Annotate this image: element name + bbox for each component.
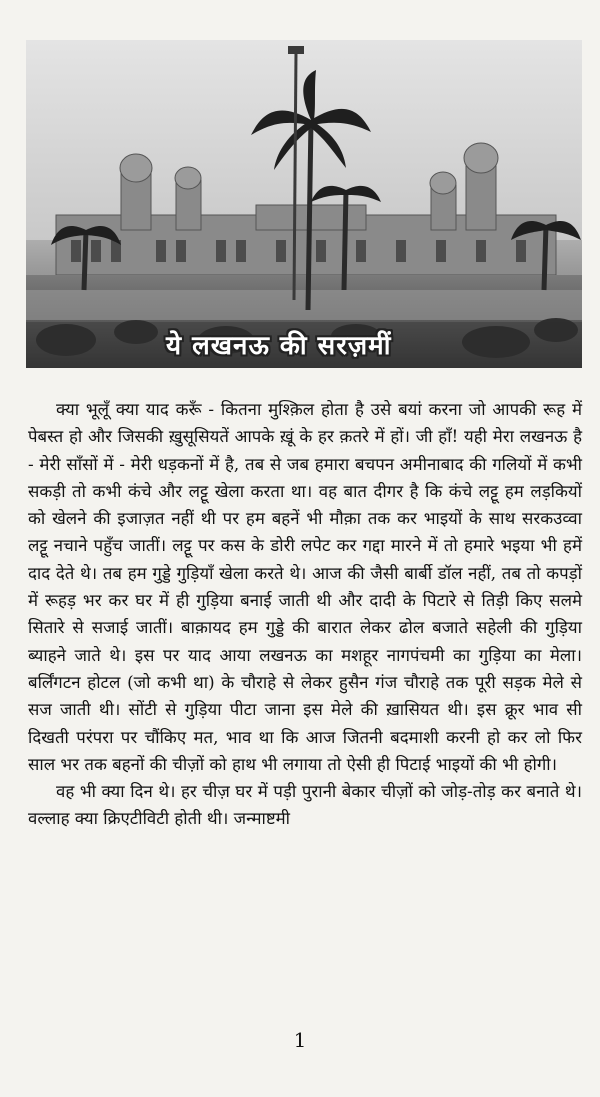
- page-number: 1: [293, 1028, 307, 1052]
- palace-illustration: [26, 40, 582, 368]
- photo-caption-band: [26, 322, 582, 368]
- lucknow-palace-photo: [26, 40, 582, 368]
- body-text: [28, 396, 582, 833]
- photo-caption: ये लखनऊ की सरज़मीं: [166, 331, 392, 361]
- paragraph: क्या भूलूँ क्या याद करूँ - कितना मुश्क़िल होता है उसे बयां करना जो आपकी रूह में पेबस्त हो और जिसकी ख़ुसूसियतें आपके ख़ूं के हर क़तरे में हों। जी हाँ! यही मेरा लखनऊ है - मेरी साँसों में - मेरी धड़कनों में है, तब से जब हमारा बचपन अमीनाबाद की गलियों में कभी सकड़ी तो कभी कंचे और लट्टू खेला करता था। वह बात दीगर है कि कंचे लट्टू हम लड़कियों को खेलने की इजाज़त नहीं थी पर हम बहनें भी मौक़ा तक कर भाइयों के साथ सरकउव्वा लट्टू नचाने पहुँच जातीं। लट्टू पर कस के डोरी लपेट कर गद्दा मारने में तो हमारे भइया भी हमें दाद देते थे। तब हम गुड्डे गुड़ियाँ खेला करते थे। आज की जैसी बार्बी डॉल नहीं, तब तो कपड़ों में रूहड़ भर कर घर में ही गुड़िया बनाई जाती थी और दादी के पिटारे से तिड़ी किए सलमे सितारे से सजाई जातीं। बाक़ायद हम गुड्डे की बारात लेकर ढोल बजाते सहेली की गुड़िया ब्याहने जाते थे। इस पर याद आया लखनऊ का मशहूर नागपंचमी का गुड़िया का मेला। बर्लिंगटन होटल (जो कभी था) के चौराहे से लेकर हुसैन गंज चौराहे तक पूरी सड़क मेले से सज जाती थी। सोंटी से गुड़िया पीटा जाना इस मेले की ख़ासियत थी। इस क्रूर भाव सी दिखती परंपरा पर चौंकिए मत, भाव था कि आज जितनी बदमाशी करनी हो कर लो फिर साल भर तक बहनों की चीज़ों को हाथ भी लगाया तो ऐसी ही पिटाई भाइयों की भी होगी।: [28, 399, 582, 774]
- paragraph: वह भी क्या दिन थे। हर चीज़ घर में पड़ी पुरानी बेकार चीज़ों को जोड़-तोड़ कर बनाते थे। वल्लाह क्या क्रिएटीविटी होती थी। जन्माष्टमी: [28, 781, 582, 829]
